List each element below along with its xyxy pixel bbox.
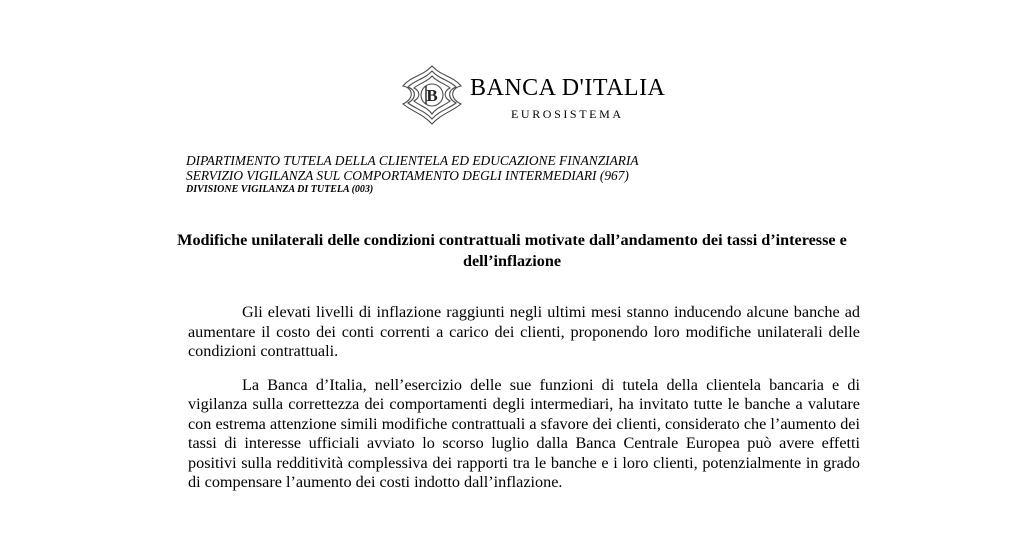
paragraph-2: La Banca d’Italia, nell’esercizio delle sue funzioni di tutela della clientela bancaria e di vigilanza sulla correttezza dei comportamenti degli intermediari, ha invitato tutte le banche a valutare con estrema attenzione simili modifiche contrattuali a sfavore dei clienti, considerato che l’aumento dei tassi di interesse ufficiali avviato lo scorso luglio dalla Banca Centrale Europea può avere effetti positivi sulla redditività complessiva dei rapporti tra le banche e i loro clienti, potenzialmente in grado di compensare l’aumento dei costi indotto dall’inflazione. — [188, 375, 860, 491]
paragraph-1: Gli elevati livelli di inflazione raggiunti negli ultimi mesi stanno inducendo alcune banche ad aumentare il costo dei conti correnti a carico dei clienti, proponendo loro modifiche unilaterali delle condizioni contrattuali. — [188, 303, 860, 360]
svg-text:B: B — [426, 86, 438, 105]
bank-subtitle: EUROSISTEMA — [511, 107, 624, 121]
service-name: SERVIZIO VIGILANZA SUL COMPORTAMENTO DEGLI INTERMEDIARI (967) — [186, 168, 629, 183]
document-body — [188, 303, 860, 507]
department-name: DIPARTIMENTO TUTELA DELLA CLIENTELA ED EDUCAZIONE FINANZIARIA — [186, 153, 639, 168]
bank-logo — [401, 64, 666, 130]
division-name: DIVISIONE VIGILANZA DI TUTELA (003) — [186, 184, 374, 195]
bank-name: BANCA D'ITALIA — [470, 75, 666, 101]
department-heading — [186, 153, 639, 196]
document-title: Modifiche unilaterali delle condizioni contrattuali motivate dall’andamento dei tassi d’interesse e dell’inflazione — [177, 231, 847, 270]
banca-italia-monogram-icon — [401, 64, 463, 126]
